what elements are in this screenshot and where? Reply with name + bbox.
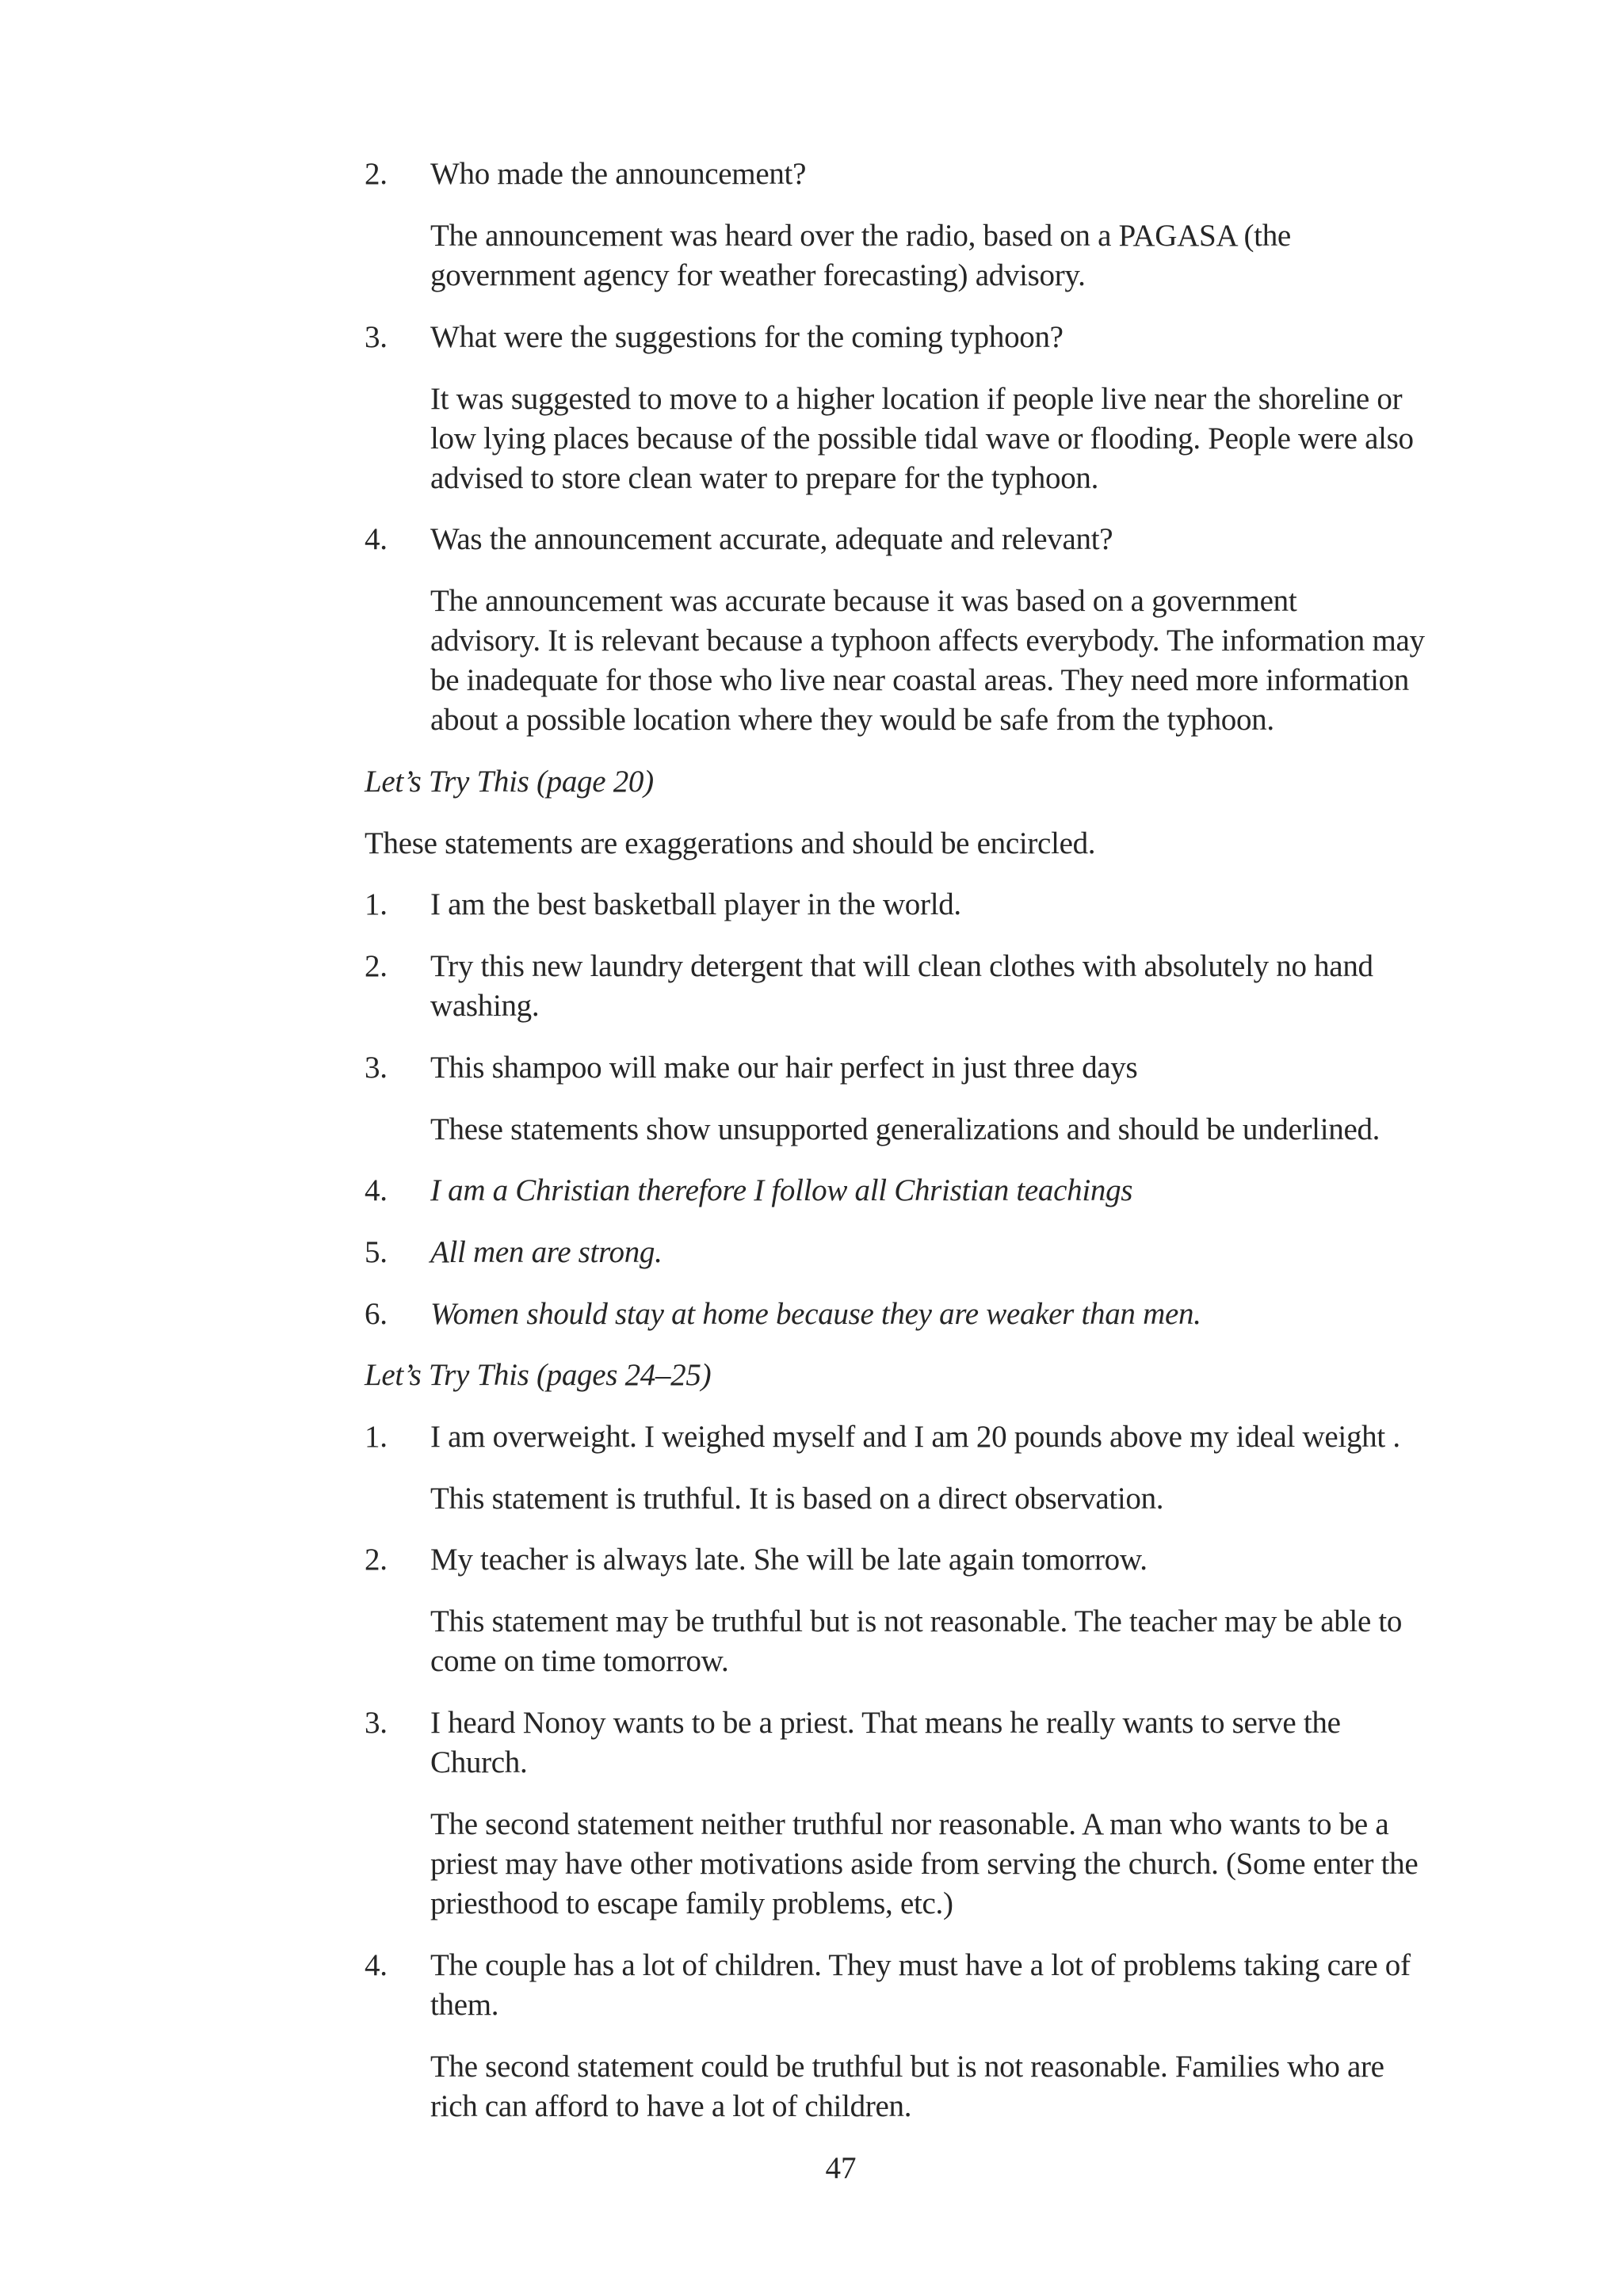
statement-text: I heard Nonoy wants to be a priest. That means he really wants to serve the xyxy=(430,1706,1341,1740)
list-item-text: Women should stay at home because they are weaker than men. xyxy=(430,1297,1201,1331)
item-number: 4. xyxy=(365,1173,388,1207)
answer-line: This statement may be truthful but is not reasonable. The teacher may be able to xyxy=(430,1604,1403,1638)
list-item-text: Try this new laundry detergent that will clean clothes with absolutely no hand xyxy=(430,949,1373,983)
item-number: 4. xyxy=(365,522,388,556)
item-number: 4. xyxy=(365,1948,388,1982)
answer-line: The announcement was heard over the radio, based on a PAGASA (the xyxy=(430,219,1291,253)
item-number: 6. xyxy=(365,1297,388,1331)
section-intro: These statements are exaggerations and should be encircled. xyxy=(365,826,1096,860)
statement-text: I am overweight. I weighed myself and I am 20 pounds above my ideal weight . xyxy=(430,1420,1400,1454)
list-item-text: I am the best basketball player in the world. xyxy=(430,887,961,921)
list-item-text: This shampoo will make our hair perfect in just three days xyxy=(430,1051,1138,1085)
answer-line: rich can afford to have a lot of children. xyxy=(430,2089,912,2123)
section-note: These statements show unsupported generalizations and should be underlined. xyxy=(430,1112,1381,1146)
page-number: 47 xyxy=(825,2151,857,2185)
list-item-text: I am a Christian therefore I follow all Christian teachings xyxy=(430,1173,1133,1207)
answer-line: advised to store clean water to prepare for the typhoon. xyxy=(430,461,1099,495)
answer-line: come on time tomorrow. xyxy=(430,1644,729,1678)
item-number: 1. xyxy=(365,1420,388,1454)
answer-line: advisory. It is relevant because a typhoon affects everybody. The information may xyxy=(430,624,1425,658)
item-number: 2. xyxy=(365,157,388,191)
list-item-text: All men are strong. xyxy=(430,1235,663,1269)
answer-line: The second statement could be truthful but is not reasonable. Families who are xyxy=(430,2050,1384,2084)
answer-line: about a possible location where they would be safe from the typhoon. xyxy=(430,703,1274,737)
item-number: 3. xyxy=(365,320,388,354)
answer-line: be inadequate for those who live near coastal areas. They need more information xyxy=(430,663,1410,697)
answer-line: The announcement was accurate because it was based on a government xyxy=(430,584,1297,618)
item-number: 1. xyxy=(365,887,388,921)
item-number: 5. xyxy=(365,1235,388,1269)
statement-text: My teacher is always late. She will be late again tomorrow. xyxy=(430,1543,1148,1577)
answer-line: low lying places because of the possible tidal wave or flooding. People were also xyxy=(430,421,1414,456)
statement-text: The couple has a lot of children. They must have a lot of problems taking care of xyxy=(430,1948,1411,1982)
list-item-text: washing. xyxy=(430,989,540,1023)
question-text: Was the announcement accurate, adequate and relevant? xyxy=(430,522,1113,556)
answer-line: priest may have other motivations aside from serving the church. (Some enter the xyxy=(430,1847,1419,1881)
section-heading: Let’s Try This (page 20) xyxy=(365,765,654,799)
answer-line: government agency for weather forecasting) advisory. xyxy=(430,258,1086,292)
answer-line: priesthood to escape family problems, etc.) xyxy=(430,1886,953,1920)
section-heading: Let’s Try This (pages 24–25) xyxy=(365,1358,712,1392)
item-number: 2. xyxy=(365,1543,388,1577)
answer-line: It was suggested to move to a higher location if people live near the shoreline or xyxy=(430,382,1403,416)
answer-line: The second statement neither truthful nor reasonable. A man who wants to be a xyxy=(430,1807,1389,1841)
item-number: 2. xyxy=(365,949,388,983)
item-number: 3. xyxy=(365,1051,388,1085)
question-text: Who made the announcement? xyxy=(430,157,807,191)
item-number: 3. xyxy=(365,1706,388,1740)
statement-text: them. xyxy=(430,1988,499,2022)
statement-text: Church. xyxy=(430,1745,528,1779)
answer-line: This statement is truthful. It is based on a direct observation. xyxy=(430,1482,1164,1516)
question-text: What were the suggestions for the coming typhoon? xyxy=(430,320,1064,354)
